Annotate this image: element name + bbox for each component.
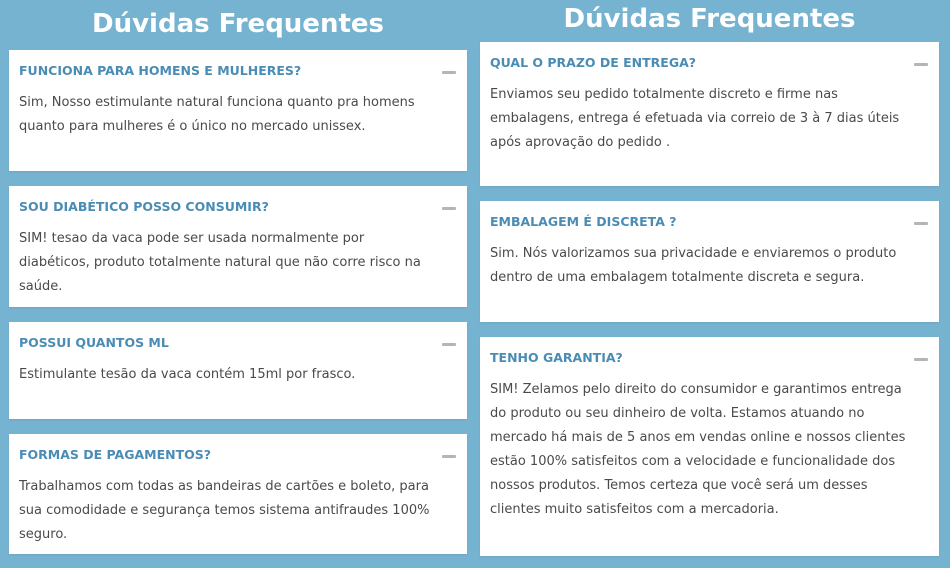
minus-icon[interactable] <box>442 71 456 74</box>
faq-answer: Trabalhamos com todas as bandeiras de cartões e boleto, para sua comodidade e segurança temos sistema antifraudes 100% seguro. <box>19 479 430 542</box>
minus-icon[interactable] <box>914 63 928 66</box>
faq-section-title-left: Dúvidas Frequentes <box>92 9 384 39</box>
faq-answer: SIM! tesao da vaca pode ser usada normalmente por diabéticos, produto totalmente natural que não corre risco na saúde. <box>19 231 421 294</box>
faq-answer: SIM! Zelamos pelo direito do consumidor e garantimos entrega do produto ou seu dinheiro de volta. Estamos atuando no mercado há mais de 5 anos em vendas online e nossos clientes estão 100% satisfeitos com a velocidade e funcionalidade dos nossos produtos. Temos certeza que você será um desses clientes muito satisfeitos com a mercadoria. <box>490 382 906 517</box>
minus-icon[interactable] <box>442 207 456 210</box>
faq-item-payment-methods <box>9 434 467 554</box>
minus-icon[interactable] <box>914 222 928 225</box>
faq-item-discreet-packaging <box>480 201 939 322</box>
faq-question[interactable]: POSSUI QUANTOS ML <box>19 335 169 350</box>
faq-answer: Estimulante tesão da vaca contém 15ml por frasco. <box>19 367 356 382</box>
faq-question[interactable]: SOU DIABÉTICO POSSO CONSUMIR? <box>19 199 269 214</box>
minus-icon[interactable] <box>442 455 456 458</box>
minus-icon[interactable] <box>914 358 928 361</box>
faq-section-title-right: Dúvidas Frequentes <box>563 4 856 34</box>
faq-question[interactable]: TENHO GARANTIA? <box>490 350 623 365</box>
faq-item-men-and-women <box>9 50 467 171</box>
faq-answer: Sim. Nós valorizamos sua privacidade e enviaremos o produto dentro de uma embalagem totalmente discreta e segura. <box>490 246 897 285</box>
faq-question[interactable]: EMBALAGEM É DISCRETA ? <box>490 214 677 229</box>
faq-question[interactable]: FUNCIONA PARA HOMENS E MULHERES? <box>19 63 302 78</box>
faq-item-delivery-time <box>480 42 939 186</box>
faq-item-volume-ml <box>9 322 467 419</box>
faq-question[interactable]: QUAL O PRAZO DE ENTREGA? <box>490 55 697 70</box>
faq-answer: Enviamos seu pedido totalmente discreto e firme nas embalagens, entrega é efetuada via correio de 3 à 7 dias úteis após aprovação do pedido . <box>490 87 900 150</box>
faq-answer: Sim, Nosso estimulante natural funciona quanto pra homens quanto para mulheres é o único no mercado unissex. <box>19 95 415 134</box>
faq-item-diabetic <box>9 186 467 307</box>
minus-icon[interactable] <box>442 343 456 346</box>
faq-question[interactable]: FORMAS DE PAGAMENTOS? <box>19 447 211 462</box>
faq-item-guarantee <box>480 337 939 556</box>
